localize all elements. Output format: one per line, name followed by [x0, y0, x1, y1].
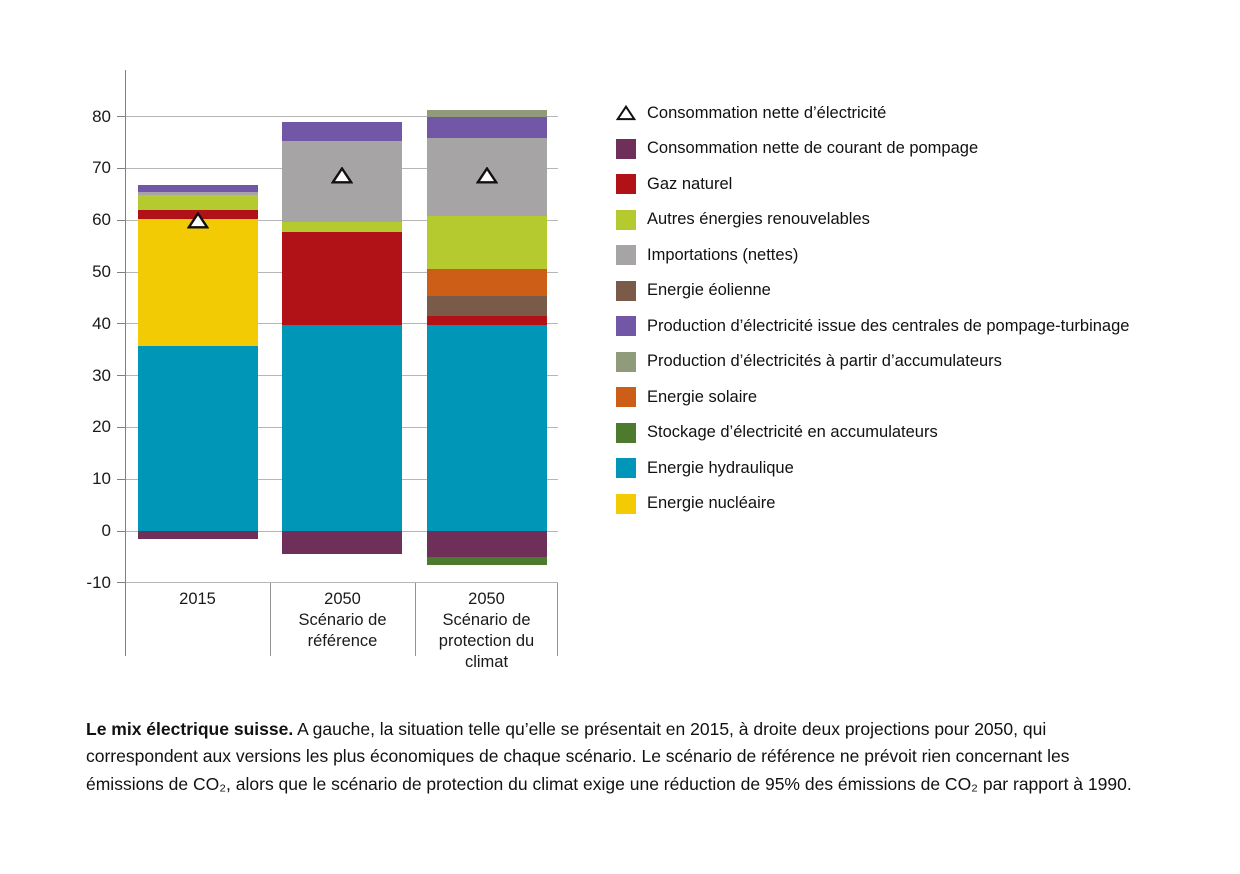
legend-item — [616, 245, 1129, 265]
y-axis-label: 50 — [92, 262, 111, 281]
y-axis-label: 0 — [101, 521, 111, 540]
net-consumption-marker — [476, 167, 498, 189]
legend-swatch-eolienne — [616, 281, 636, 301]
legend-item — [616, 103, 1129, 123]
legend-item — [616, 281, 1129, 301]
category-label — [270, 583, 415, 652]
category-label-line: Scénario de — [442, 611, 531, 629]
legend-item — [616, 458, 1129, 478]
y-axis-tick — [117, 375, 125, 376]
category-label — [125, 583, 270, 610]
legend-label: Production d’électricités à partir d’accumulateurs — [647, 352, 1002, 370]
y-axis-tick — [117, 220, 125, 221]
bar-segment-pompage_turbinage — [138, 185, 258, 192]
bar-segment-pompage_turbinage — [427, 117, 547, 138]
y-axis-tick — [117, 323, 125, 324]
legend-item — [616, 210, 1129, 230]
legend-item — [616, 423, 1129, 443]
category-label-line: référence — [307, 632, 378, 650]
category-label-line: 2050 — [324, 590, 361, 608]
figure-caption — [86, 716, 1144, 799]
y-axis-tick — [117, 582, 125, 583]
legend-swatch-pompage_turbinage — [616, 316, 636, 336]
y-axis-tick — [117, 272, 125, 273]
y-axis-tick — [117, 116, 125, 117]
bar-segment-production_accumulateurs — [427, 110, 547, 117]
y-axis-label: 40 — [92, 313, 111, 333]
bar-segment-autres_renouvelables — [282, 222, 402, 232]
category-label-line: climat — [464, 653, 509, 671]
legend-label: Consommation nette d’électricité — [647, 103, 887, 122]
net-consumption-marker — [331, 167, 353, 189]
legend-swatch-consommation_pompage — [616, 139, 636, 159]
bar-segment-stockage_accumulateurs — [427, 557, 547, 565]
y-axis-line — [125, 70, 126, 656]
legend-swatch-solaire — [616, 387, 636, 407]
legend-item — [616, 139, 1129, 159]
y-axis-label: -10 — [86, 572, 111, 592]
category-label-line: 2050 — [468, 590, 505, 608]
legend-label: Importations (nettes) — [647, 245, 799, 264]
chart-legend — [616, 103, 1129, 529]
legend-swatch-autres_renouvelables — [616, 210, 636, 230]
bar-segment-hydraulique — [282, 325, 402, 531]
y-axis-tick — [117, 531, 125, 532]
legend-item — [616, 316, 1129, 336]
bar-segment-pompage_turbinage — [282, 122, 402, 141]
legend-swatch-production_accumulateurs — [616, 352, 636, 372]
category-label-line: 2015 — [179, 590, 216, 608]
category-label-line: protection du — [438, 632, 535, 650]
bar-segment-gaz_naturel — [282, 232, 402, 326]
legend-label: Autres énergies renouvelables — [647, 210, 870, 228]
legend-label: Energie éolienne — [647, 281, 771, 299]
bar-segment-nucleaire — [138, 219, 258, 346]
bar-segment-autres_renouvelables — [138, 195, 258, 211]
category-separator — [557, 583, 558, 656]
category-separator — [270, 583, 271, 656]
category-label-line: Scénario de — [298, 611, 387, 629]
bar-segment-importations — [138, 192, 258, 195]
legend-item — [616, 352, 1129, 372]
legend-swatch-hydraulique — [616, 458, 636, 478]
legend-item — [616, 494, 1129, 514]
stacked-bar-chart — [86, 70, 558, 671]
y-axis-label: 10 — [92, 469, 111, 489]
y-axis-label: 20 — [92, 417, 111, 437]
legend-swatch-importations — [616, 245, 636, 265]
legend-item — [616, 174, 1129, 194]
bar-segment-consommation_pompage — [427, 531, 547, 557]
y-axis-tick — [117, 168, 125, 169]
legend-label: Energie nucléaire — [647, 494, 776, 512]
legend-label: Gaz naturel — [647, 174, 733, 193]
caption-lead: Le mix électrique suisse. — [86, 718, 294, 739]
y-axis-label: 70 — [92, 158, 111, 178]
bar-segment-hydraulique — [427, 325, 547, 531]
category-separator — [415, 583, 416, 656]
bar-segment-eolienne — [427, 296, 547, 316]
bar-segment-consommation_pompage — [282, 531, 402, 554]
net-consumption-marker — [187, 212, 209, 234]
y-axis-label: 60 — [92, 210, 111, 230]
bar-segment-autres_renouvelables — [427, 216, 547, 269]
legend-label: Consommation nette de courant de pompage — [647, 139, 979, 157]
category-label — [415, 583, 558, 673]
legend-label: Energie hydraulique — [647, 458, 794, 477]
legend-label: Production d’électricité issue des centrales de pompage-turbinage — [647, 316, 1130, 335]
legend-swatch-gaz_naturel — [616, 174, 636, 194]
bar-segment-gaz_naturel — [427, 316, 547, 325]
y-axis-label: 30 — [92, 365, 111, 385]
bar-segment-solaire — [427, 269, 547, 295]
legend-label: Energie solaire — [647, 387, 758, 406]
y-axis-tick — [117, 479, 125, 480]
bar-segment-hydraulique — [138, 346, 258, 531]
legend-item — [616, 387, 1129, 407]
net-consumption-marker-icon — [616, 103, 636, 123]
legend-swatch-stockage_accumulateurs — [616, 423, 636, 443]
bar-segment-consommation_pompage — [138, 531, 258, 539]
legend-label: Stockage d’électricité en accumulateurs — [647, 423, 938, 441]
y-axis-tick — [117, 427, 125, 428]
caption-body: A gauche, la situation telle qu’elle se présentait en 2015, à droite deux projections pour 2050, qui correspondent aux versions les plus économiques de chaque scénario. Le scénario de référence ne prévoit rien concernant les émissions de CO₂, alors que le scénario de protection du climat exige une réduction de 95% des émissions de CO₂ par rapport à 1990. — [86, 718, 1132, 794]
legend-swatch-nucleaire — [616, 494, 636, 514]
y-axis-label: 80 — [92, 106, 111, 126]
